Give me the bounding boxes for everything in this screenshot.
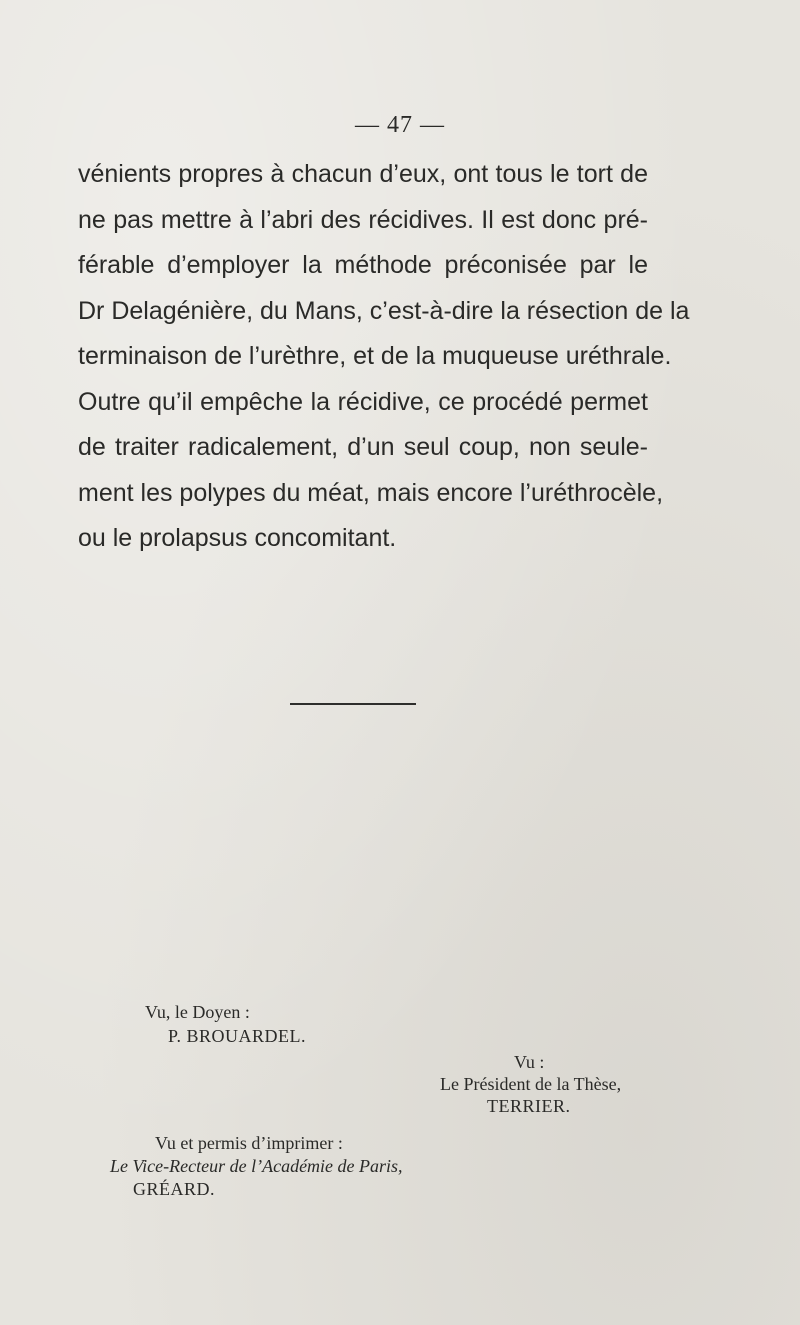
text-line: ou le prolapsus concomitant. xyxy=(78,524,397,552)
dean-name: P. BROUARDEL. xyxy=(168,1026,307,1046)
body-paragraph xyxy=(78,152,690,562)
rector-name: GRÉARD. xyxy=(133,1179,216,1199)
text-line: férable d’employer la méthode préconisée par le xyxy=(78,251,648,279)
text-line: de traiter radicalement, d’un seul coup, non seule- xyxy=(78,433,648,461)
section-divider xyxy=(290,703,416,705)
page-number: — 47 — xyxy=(355,112,445,138)
text-line: terminaison de l’urèthre, et de la muqueuse uréthrale. xyxy=(78,342,672,370)
president-name: TERRIER. xyxy=(487,1096,571,1116)
text-line: ment les polypes du méat, mais encore l’uréthrocèle, xyxy=(78,478,664,507)
dean-approval: Vu, le Doyen : xyxy=(145,1002,250,1022)
print-permit: Vu et permis d’imprimer : xyxy=(155,1133,343,1153)
text-line: Outre qu’il empêche la récidive, ce procédé permet xyxy=(78,387,648,416)
president-title: Le Président de la Thèse, xyxy=(440,1074,622,1094)
president-approval: Vu : xyxy=(514,1052,545,1072)
rector-title: Le Vice-Recteur de l’Académie de Paris, xyxy=(110,1156,403,1176)
text-line: ne pas mettre à l’abri des récidives. Il est donc pré- xyxy=(78,205,648,234)
text-line: Dr Delagénière, du Mans, c’est-à-dire la résection de la xyxy=(78,296,690,325)
text-line: vénients propres à chacun d’eux, ont tous le tort de xyxy=(78,160,648,188)
